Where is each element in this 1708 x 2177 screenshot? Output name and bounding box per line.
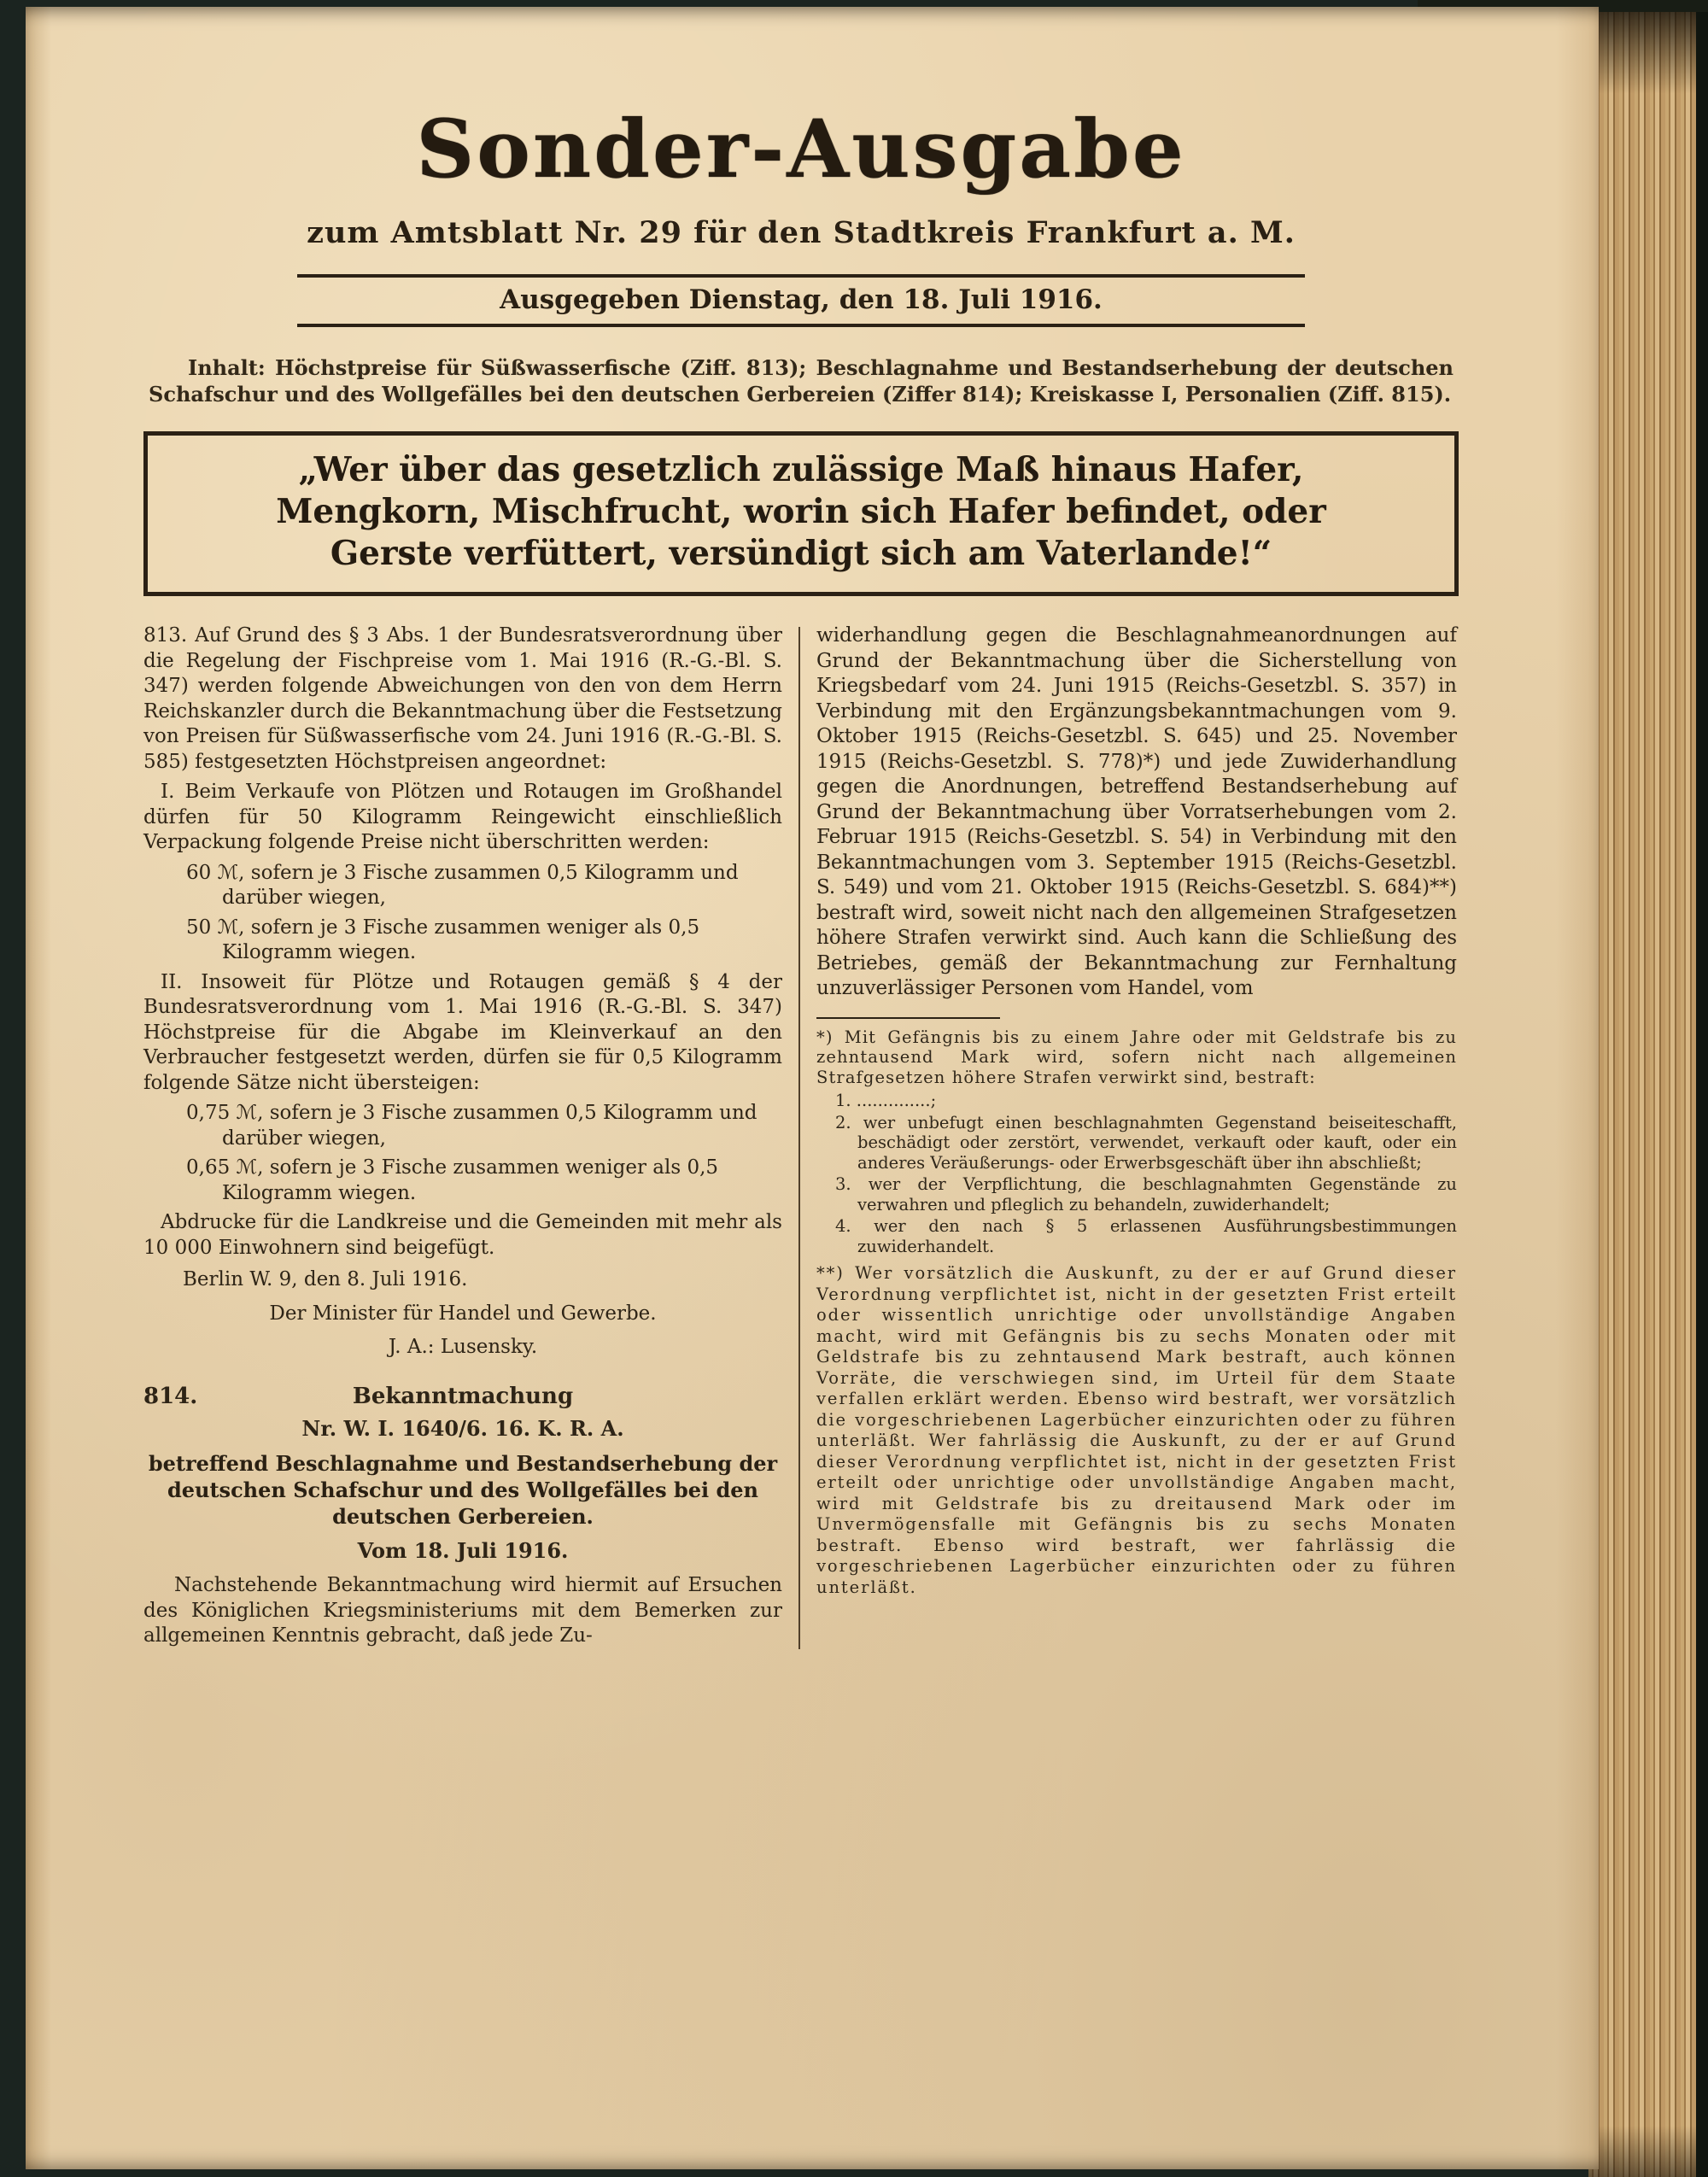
column-divider-rule — [798, 627, 800, 1649]
quote-line-3: Gerste verfüttert, versündigt sich am Vaterlande!“ — [330, 534, 1272, 573]
page-subtitle: zum Amtsblatt Nr. 29 für den Stadtkreis Frankfurt a. M. — [307, 215, 1296, 250]
footnote-1-item-3: 3. wer der Verpflichtung, die beschlagnahmten Gegenstände zu verwahren und pfleglich zu behandeln, zuwiderhandelt; — [835, 1174, 1457, 1214]
proclamation-quote-box — [143, 431, 1459, 596]
page-title: Sonder-Ausgabe — [416, 102, 1186, 196]
left-column — [143, 623, 782, 1649]
quote-line-2: Mengkorn, Mischfrucht, worin sich Hafer befindet, oder — [276, 492, 1326, 531]
footnote-1-item-1: 1. ..............; — [835, 1091, 937, 1110]
book-cover-edge — [1696, 0, 1708, 2177]
price-item-065-mark: 0,65 ℳ, sofern je 3 Fische zusammen weniger als 0,5 Kilogramm wiegen. — [186, 1156, 719, 1204]
footnote-separator-rule — [816, 1017, 1000, 1019]
issue-date-line: Ausgegeben Dienstag, den 18. Juli 1916. — [297, 274, 1305, 327]
paragraph-813: 813. Auf Grund des § 3 Abs. 1 der Bundesratsverordnung über die Regelung der Fischpreise vom 1. Mai 1916 (R.-G.-Bl. S. 347) werden folgende Abweichungen von den von dem Herrn Reichskanzler durch die Bekanntmachung über die Festsetzung von Preisen für Süßwasserfische vom 24. Juni 1916 (R.-G.-Bl. S. 585) festgesetzten Höchstpreisen angeordnet: — [143, 624, 782, 773]
footnote-1-item-4: 4. wer den nach § 5 erlassenen Ausführungsbestimmungen zuwiderhandelt. — [835, 1216, 1457, 1256]
price-item-60-mark: 60 ℳ, sofern je 3 Fische zusammen 0,5 Kilogramm und darüber wiegen, — [186, 861, 739, 909]
price-item-50-mark: 50 ℳ, sofern je 3 Fische zusammen weniger als 0,5 Kilogramm wiegen. — [186, 916, 700, 963]
scanned-page — [26, 7, 1599, 2169]
footnote-2-paragraph: **) Wer vorsätzlich die Auskunft, zu der er auf Grund dieser Verordnung verpflichtet ist, nicht in der gesetzten Frist erteilt oder wissentlich unrichtige oder unvollständige Angaben macht, wird mit Gefängnis bis zu sechs Monaten oder mit Geldstrafe bis zu zehntausend Mark bestraft, auch können Vorräte, die verschwiegen sind, im Urteil für dem Staate verfallen erklärt werden. Ebenso wird bestraft, wer vorsätzlich die vorgeschriebenen Lagerbücher einzurichten oder zu führen unterläßt. Wer fahrlässig die Auskunft, zu der er auf Grund dieser Verordnung verpflichtet ist, nicht in der gesetzten Frist erteilt oder unrichtige oder unvollständige Angaben macht, wird mit Geldstrafe bis zu dreitausend Mark oder im Unvermögensfalle mit Gefängnis bis zu sechs Monaten bestraft. Ebenso wird bestraft, wer fahrlässig die vorgeschriebenen Lagerbücher einzurichten oder zu führen unterläßt. — [816, 1263, 1457, 1597]
section-814-intro-paragraph: Nachstehende Bekanntmachung wird hiermit auf Ersuchen des Königlichen Kriegsministeriums mit dem Bemerken zur allgemeinen Kenntnis gebracht, daß jede Zu- — [143, 1574, 782, 1647]
page-content — [143, 102, 1459, 1649]
section-814-reference: Nr. W. I. 1640/6. 16. K. R. A. — [301, 1416, 624, 1441]
quote-line-1: „Wer über das gesetzlich zulässige Maß hinaus Hafer, — [298, 450, 1304, 489]
section-814-date: Vom 18. Juli 1916. — [357, 1537, 569, 1563]
paragraph-item-I: I. Beim Verkaufe von Plötzen und Rotaugen im Großhandel dürfen für 50 Kilogramm Reingewicht einschließlich Verpackung folgende Preise nicht überschritten werden: — [143, 781, 782, 853]
two-column-body — [143, 623, 1459, 1649]
book-page-stack-edge — [1588, 0, 1698, 2177]
paragraph-abdrucke: Abdrucke für die Landkreise und die Gemeinden mit mehr als 10 000 Einwohnern sind beigefügt. — [143, 1211, 782, 1259]
section-814-title: Bekanntmachung — [352, 1383, 574, 1409]
paragraph-item-II: II. Insoweit für Plötze und Rotaugen gemäß § 4 der Bundesratsverordnung vom 1. Mai 1916 (R.-G.-Bl. S. 347) Höchstpreise für die Abgabe im Kleinverkauf an den Verbraucher festgesetzt werden, dürfen sie für 0,5 Kilogramm folgende Sätze nicht übersteigen: — [143, 970, 782, 1094]
right-column — [816, 623, 1457, 1649]
price-item-075-mark: 0,75 ℳ, sofern je 3 Fische zusammen 0,5 Kilogramm und darüber wiegen, — [186, 1102, 757, 1150]
signature-line: J. A.: Lusensky. — [388, 1336, 538, 1358]
paragraph-main-continuation: widerhandlung gegen die Beschlagnahmeanordnungen auf Grund der Bekanntmachung über die Sicherstellung von Kriegsbedarf vom 24. Juni 1915 (Reichs-Gesetzbl. S. 357) in Verbindung mit den Ergänzungsbekanntmachungen vom 9. Oktober 1915 (Reichs-Gesetzbl. S. 645) und 25. November 1915 (Reichs-Gesetzbl. S. 778)*) und jede Zuwiderhandlung gegen die Anordnungen, betreffend Bestandserhebung auf Grund der Bekanntmachung über Vorratserhebungen vom 2. Februar 1915 (Reichs-Gesetzbl. S. 54) in Verbindung mit den Bekanntmachungen vom 3. September 1915 (Reichs-Gesetzbl. S. 549) und vom 21. Oktober 1915 (Reichs-Gesetzbl. S. 684)**) bestraft wird, soweit nicht nach den allgemeinen Strafgesetzen höhere Strafen verwirkt sind. Auch kann die Schließung des Betriebes, gemäß der Bekanntmachung zur Fernhaltung unzuverlässiger Personen vom Handel, vom — [816, 624, 1457, 999]
berlin-dateline: Berlin W. 9, den 8. Juli 1916. — [183, 1268, 468, 1290]
section-814-number: 814. — [143, 1383, 198, 1409]
inhalt-paragraph: Inhalt: Höchstpreise für Süßwasserfische (Ziff. 813); Beschlagnahme und Bestandserhebung der deutschen Schafschur und des Wollgefälles bei den deutschen Gerbereien (Ziffer 814); Kreiskasse I, Personalien (Ziff. 815). — [149, 355, 1454, 407]
section-814-heading — [143, 1384, 782, 1410]
section-814-subject: betreffend Beschlagnahme und Bestandserhebung der deutschen Schafschur und des Wollgefälles bei den deutschen Gerbereien. — [148, 1450, 778, 1529]
footnote-1-item-2: 2. wer unbefugt einen beschlagnahmten Gegenstand beiseiteschafft, beschädigt oder zerstört, verwendet, verkauft oder kauft, oder ein anderes Veräußerungs- oder Erwerbsgeschäft über ihn abschließt; — [835, 1112, 1457, 1173]
footnote-1-intro: *) Mit Gefängnis bis zu einem Jahre oder mit Geldstrafe bis zu zehntausend Mark wird, sofern nicht nach allgemeinen Strafgesetzen höhere Strafen verwirkt sind, bestraft: — [816, 1027, 1457, 1087]
minister-line: Der Minister für Handel und Gewerbe. — [269, 1302, 657, 1325]
